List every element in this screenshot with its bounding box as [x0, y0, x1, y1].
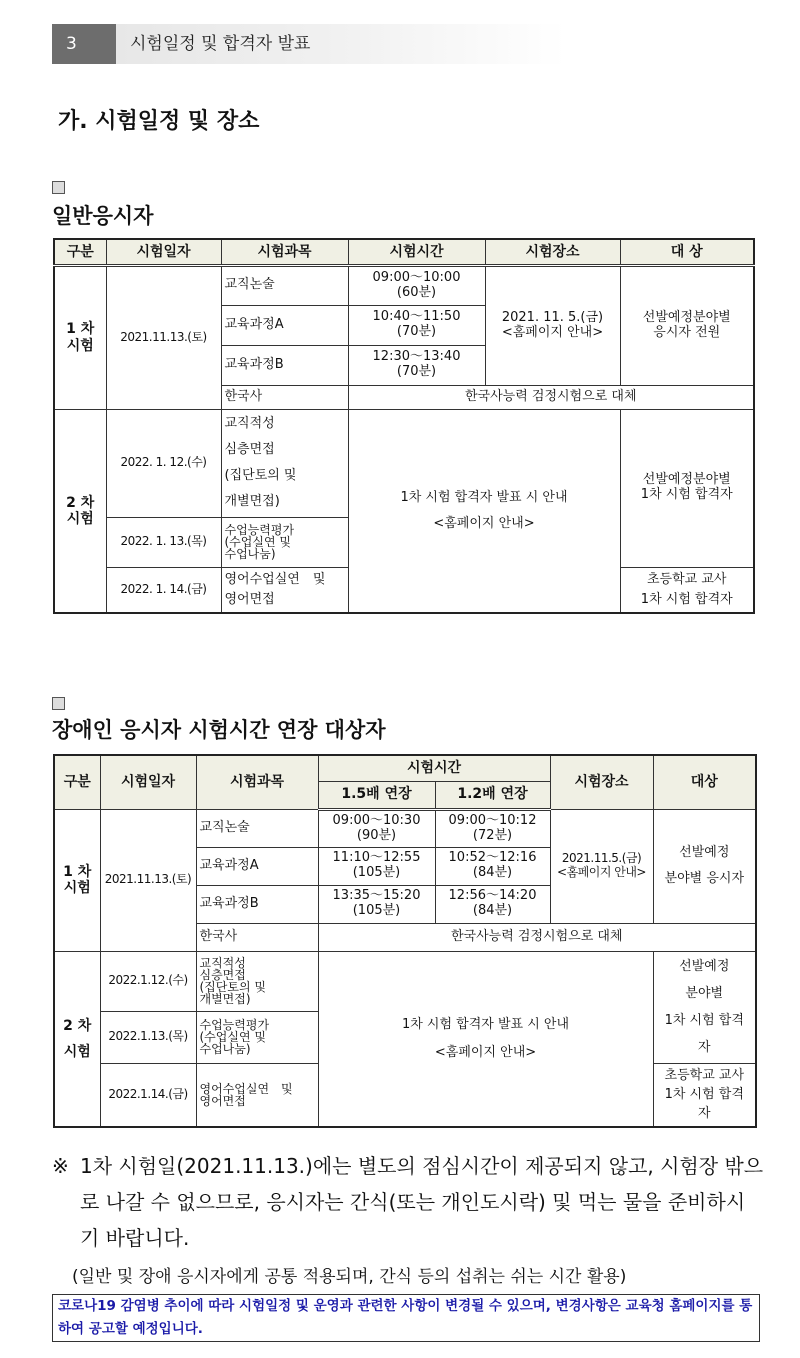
round1-date: 2021.11.13.(토) — [106, 265, 221, 409]
round2-date: 2022.1.14.(금) — [100, 1063, 196, 1127]
covid-notice: 코로나19 감염병 추이에 따라 시험일정 및 운영과 관련한 사항이 변경될 수 있으며, 변경사항은 교육청 홈페이지를 통하여 공고할 예정입니다. — [52, 1294, 760, 1342]
subject-cell: 교직논술 — [196, 809, 318, 847]
header-date: 시험일자 — [100, 755, 196, 809]
time-cell: 13:35～15:20 (105분) — [318, 885, 435, 923]
round2-target: 선발예정 분야별 1차 시험 합격 자 — [653, 951, 756, 1063]
lunch-notice — [52, 1148, 764, 1256]
section-title: 시험일정 및 합격자 발표 — [130, 34, 311, 54]
header-subject: 시험과목 — [221, 239, 348, 265]
subject-cell: 수업능력평가 (수업실연 및 수업나눔) — [221, 517, 348, 567]
time-cell: 10:40～11:50 (70분) — [348, 305, 485, 345]
lunch-notice-sub: (일반 및 장애 응시자에게 공통 적용되며, 간식 등의 섭취는 쉬는 시간 활용) — [72, 1267, 627, 1287]
page-heading: 가. 시험일정 및 장소 — [58, 109, 260, 134]
round2-date: 2022. 1. 13.(목) — [106, 517, 221, 567]
subject-cell: 교직적성 심층면접 (집단토의 및 개별면접) — [221, 409, 348, 517]
subject-cell: 교육과정B — [196, 885, 318, 923]
round2-target: 선발예정분야별 1차 시험 합격자 — [620, 409, 754, 567]
round1-target: 선발예정 분야별 응시자 — [653, 809, 756, 923]
subject-cell: 교육과정A — [196, 847, 318, 885]
subject-cell: 수업능력평가 (수업실연 및 수업나눔) — [196, 1011, 318, 1063]
subject-cell: 교직논술 — [221, 265, 348, 305]
header-place: 시험장소 — [485, 239, 620, 265]
history-note: 한국사능력 검정시험으로 대체 — [348, 385, 754, 409]
header-target: 대상 — [653, 755, 756, 809]
table-row — [54, 265, 754, 305]
round1-date: 2021.11.13.(토) — [100, 809, 196, 951]
table-header-row — [54, 755, 756, 781]
time-cell: 09:00～10:00 (60분) — [348, 265, 485, 305]
bullet-square-icon — [52, 697, 65, 710]
round2-target-elementary: 초등학교 교사 1차 시험 합격자 — [620, 567, 754, 613]
round2-label: 2 차 시험 — [54, 951, 100, 1127]
round2-date: 2022.1.13.(목) — [100, 1011, 196, 1063]
section-number: 3 — [52, 24, 116, 64]
time-cell: 09:00～10:30 (90분) — [318, 809, 435, 847]
round2-date: 2022.1.12.(수) — [100, 951, 196, 1011]
header-gubun: 구분 — [54, 239, 106, 265]
round2-target-elementary: 초등학교 교사 1차 시험 합격 자 — [653, 1063, 756, 1127]
history-note: 한국사능력 검정시험으로 대체 — [318, 923, 756, 951]
round1-target: 선발예정분야별 응시자 전원 — [620, 265, 754, 385]
subject-cell: 영어수업실연 및 영어면접 — [196, 1063, 318, 1127]
reference-mark: ※ — [52, 1154, 69, 1178]
section-header — [52, 24, 566, 64]
time-cell: 12:30～13:40 (70분) — [348, 345, 485, 385]
time-cell: 10:52～12:16 (84분) — [435, 847, 550, 885]
subject-cell: 한국사 — [196, 923, 318, 951]
disabled-table-title: 장애인 응시자 시험시간 연장 대상자 — [52, 718, 386, 742]
table-row — [54, 809, 756, 847]
subject-cell: 교직적성 심층면접 (집단토의 및 개별면접) — [196, 951, 318, 1011]
subject-cell: 영어수업실연 및 영어면접 — [221, 567, 348, 613]
round2-date: 2022. 1. 12.(수) — [106, 409, 221, 517]
round2-info: 1차 시험 합격자 발표 시 안내 <홈페이지 안내> — [348, 409, 620, 613]
round1-label: 1 차 시험 — [54, 809, 100, 951]
time-cell: 12:56～14:20 (84분) — [435, 885, 550, 923]
round1-label: 1 차 시험 — [54, 265, 106, 409]
general-table-title: 일반응시자 — [52, 204, 154, 228]
round1-place: 2021.11.5.(금) <홈페이지 안내> — [550, 809, 653, 923]
disabled-schedule-table — [53, 754, 757, 1128]
round2-label: 2 차 시험 — [54, 409, 106, 613]
round2-date: 2022. 1. 14.(금) — [106, 567, 221, 613]
table-row — [54, 409, 754, 517]
header-date: 시험일자 — [106, 239, 221, 265]
header-time: 시험시간 — [348, 239, 485, 265]
header-subject: 시험과목 — [196, 755, 318, 809]
header-ext-1-5: 1.5배 연장 — [318, 781, 435, 809]
header-time: 시험시간 — [318, 755, 550, 781]
header-place: 시험장소 — [550, 755, 653, 809]
time-cell: 11:10～12:55 (105분) — [318, 847, 435, 885]
header-gubun: 구분 — [54, 755, 100, 809]
bullet-square-icon — [52, 181, 65, 194]
subject-cell: 한국사 — [221, 385, 348, 409]
general-schedule-table — [53, 238, 755, 614]
round2-info: 1차 시험 합격자 발표 시 안내 <홈페이지 안내> — [318, 951, 653, 1127]
header-target: 대 상 — [620, 239, 754, 265]
subject-cell: 교육과정A — [221, 305, 348, 345]
lunch-notice-text: 1차 시험일(2021.11.13.)에는 별도의 점심시간이 제공되지 않고, 시험장 밖으로 나갈 수 없으므로, 응시자는 간식(또는 개인도시락) 및 먹는 물을 준비하시기 바랍니다. — [80, 1154, 764, 1250]
time-cell: 09:00～10:12 (72분) — [435, 809, 550, 847]
table-row — [54, 951, 756, 1011]
round1-place: 2021. 11. 5.(금) <홈페이지 안내> — [485, 265, 620, 385]
table-header-row — [54, 239, 754, 265]
header-ext-1-2: 1.2배 연장 — [435, 781, 550, 809]
subject-cell: 교육과정B — [221, 345, 348, 385]
